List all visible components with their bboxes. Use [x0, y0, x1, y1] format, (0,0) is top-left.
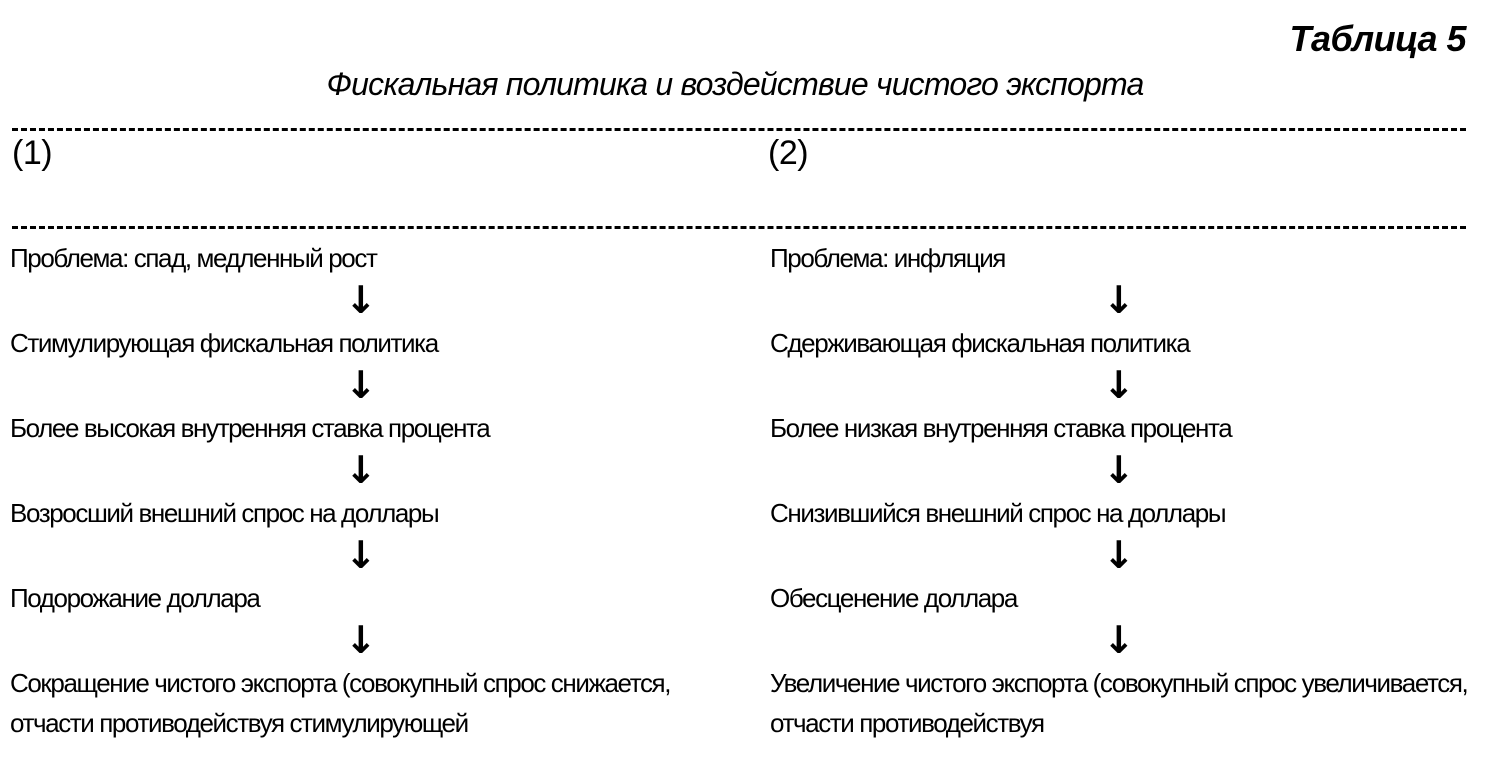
column-2-step-2: Сдерживающая фискальная политика — [770, 328, 1190, 358]
arrow-down-icon: ↓ — [345, 533, 377, 577]
column-1-step-4: Возросший внешний спрос на доллары — [10, 498, 439, 528]
arrow-down-icon: ↓ — [1103, 618, 1135, 662]
column-1-header: (1) — [12, 134, 53, 172]
arrow-down-icon: ↓ — [1103, 448, 1135, 492]
arrow-down-icon: ↓ — [1103, 278, 1135, 322]
arrow-down-icon: ↓ — [1103, 533, 1135, 577]
column-1-step-2: Стимулирующая фискальная политика — [10, 328, 438, 358]
arrow-down-icon: ↓ — [345, 448, 377, 492]
header-bottom-divider — [12, 226, 1466, 229]
column-2-step-1: Проблема: инфляция — [770, 243, 1005, 273]
arrow-down-icon: ↓ — [1103, 363, 1135, 407]
column-2-step-3: Более низкая внутренняя ставка процента — [770, 413, 1232, 443]
column-1-step-5: Подорожание доллара — [10, 583, 260, 613]
arrow-down-icon: ↓ — [345, 618, 377, 662]
column-2-header: (2) — [768, 134, 809, 172]
table-label: Таблица 5 — [1289, 18, 1466, 59]
column-1-flow — [10, 238, 750, 743]
column-1-step-1: Проблема: спад, медленный рост — [10, 243, 377, 273]
column-2-step-5: Обесценение доллара — [770, 583, 1017, 613]
column-2-step-6: Увеличение чистого экспорта (совокупный спрос увеличивается, отчасти противодействуя — [770, 668, 1468, 738]
table-title: Фискальная политика и воздействие чистого экспорта — [326, 66, 1144, 102]
arrow-down-icon: ↓ — [345, 278, 377, 322]
column-2-step-4: Снизившийся внешний спрос на доллары — [770, 498, 1226, 528]
column-1-step-3: Более высокая внутренняя ставка процента — [10, 413, 490, 443]
arrow-down-icon: ↓ — [345, 363, 377, 407]
column-2-flow — [770, 238, 1480, 743]
column-1-step-6: Сокращение чистого экспорта (совокупный спрос снижается, отчасти противодействуя стимулирующей — [10, 668, 671, 738]
header-top-divider — [12, 128, 1466, 131]
